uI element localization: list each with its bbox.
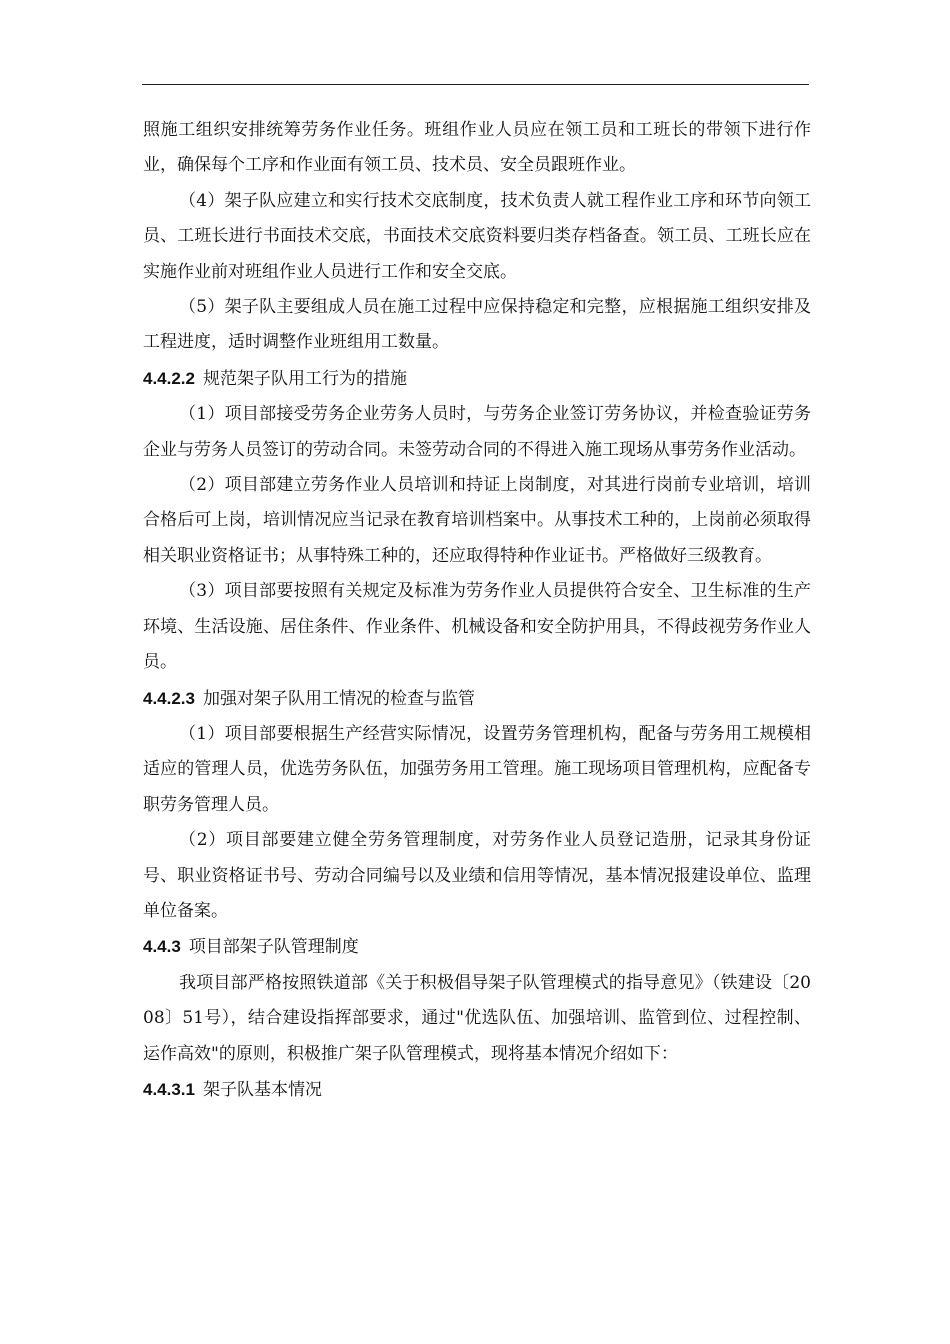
section-title: 架子队基本情况: [203, 1079, 322, 1100]
section-number: 4.4.2.2: [143, 368, 195, 388]
paragraph-item-2: （2）项目部要建立健全劳务管理制度，对劳务作业人员登记造册，记录其身份证号、职业资格证书号、劳动合同编号以及业绩和信用等情况，基本情况报建设单位、监理单位备案。: [143, 830, 811, 921]
section-heading-4-4-2-3: [143, 681, 811, 717]
document-body: [143, 113, 811, 1108]
section-number: 4.4.3: [143, 937, 181, 957]
section-number: 4.4.2.3: [143, 688, 195, 708]
section-heading-4-4-3: [143, 929, 811, 965]
section-heading-4-4-3-1: [143, 1072, 811, 1108]
paragraph-item-5: （5）架子队主要组成人员在施工过程中应保持稳定和完整，应根据施工组织安排及工程进度，适时调整作业班组用工数量。: [143, 297, 811, 353]
paragraph-continuation: 照施工组织安排统筹劳务作业任务。班组作业人员应在领工员和工班长的带领下进行作业，确保每个工序和作业面有领工员、技术员、安全员跟班作业。: [143, 120, 811, 176]
paragraph-item-1: （1）项目部要根据生产经营实际情况，设置劳务管理机构，配备与劳务用工规模相适应的管理人员，优选劳务队伍，加强劳务用工管理。施工现场项目管理机构，应配备专职劳务管理人员。: [143, 723, 811, 815]
section-title: 加强对架子队用工情况的检查与监管: [203, 688, 475, 709]
paragraph-item-3: （3）项目部要按照有关规定及标准为劳务作业人员提供符合安全、卫生标准的生产环境、生活设施、居住条件、作业条件、机械设备和安全防护用具，不得歧视劳务作业人员。: [143, 581, 811, 673]
header-rule: [142, 84, 809, 85]
section-heading-4-4-2-2: [143, 361, 811, 397]
section-title: 规范架子队用工行为的措施: [203, 368, 407, 389]
paragraph-item-4: （4）架子队应建立和实行技术交底制度，技术负责人就工程作业工序和环节向领工员、工班长进行书面技术交底，书面技术交底资料要归类存档备查。领工员、工班长应在实施作业前对班组作业人员进行工作和安全交底。: [143, 190, 811, 282]
section-number: 4.4.3.1: [143, 1079, 195, 1099]
paragraph-intro: 我项目部严格按照铁道部《关于积极倡导架子队管理模式的指导意见》（铁建设〔2008〕51号），结合建设指挥部要求，通过"优选队伍、加强培训、监管到位、过程控制、运作高效"的原则，积极推广架子队管理模式，现将基本情况介绍如下：: [143, 972, 811, 1064]
section-title: 项目部架子队管理制度: [188, 937, 359, 958]
paragraph-item-1: （1）项目部接受劳务企业劳务人员时，与劳务企业签订劳务协议，并检查验证劳务企业与劳务人员签订的劳动合同。未签劳动合同的不得进入施工现场从事劳务作业活动。: [143, 404, 811, 460]
paragraph-item-2: （2）项目部建立劳务作业人员培训和持证上岗制度，对其进行岗前专业培训，培训合格后可上岗，培训情况应当记录在教育培训档案中。从事技术工种的，上岗前必须取得相关职业资格证书；从事特殊工种的，还应取得特种作业证书。严格做好三级教育。: [143, 475, 811, 566]
